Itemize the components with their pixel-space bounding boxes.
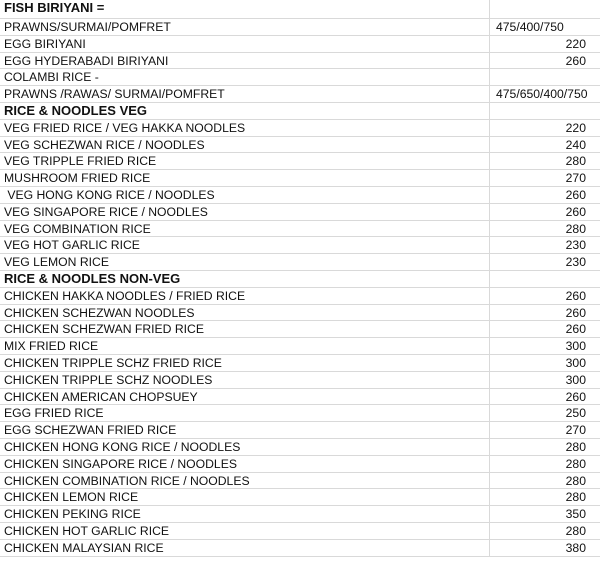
item-price: 240 (565, 137, 586, 152)
menu-item-row (0, 321, 600, 338)
item-name: MIX FRIED RICE (0, 338, 490, 354)
item-name: CHICKEN TRIPPLE SCHZ FRIED RICE (0, 355, 490, 371)
item-price: 230 (565, 238, 586, 253)
section-heading: RICE & NOODLES NON-VEG (0, 271, 490, 287)
menu-item-row (0, 69, 600, 86)
menu-item-row (0, 288, 600, 305)
item-price: 300 (565, 339, 586, 354)
menu-item-row (0, 153, 600, 170)
item-name: EGG FRIED RICE (0, 405, 490, 421)
item-price (490, 271, 600, 287)
item-price: 300 (565, 372, 586, 387)
section-heading: RICE & NOODLES VEG (0, 103, 490, 119)
menu-item-row (0, 254, 600, 271)
item-name: VEG FRIED RICE / VEG HAKKA NOODLES (0, 120, 490, 136)
item-name: CHICKEN LEMON RICE (0, 489, 490, 505)
item-name: CHICKEN COMBINATION RICE / NOODLES (0, 473, 490, 489)
item-name: VEG SCHEZWAN RICE / NOODLES (0, 137, 490, 153)
section-heading: FISH BIRIYANI = (0, 0, 490, 18)
item-name: CHICKEN SINGAPORE RICE / NOODLES (0, 456, 490, 472)
menu-item-row (0, 489, 600, 506)
item-name: VEG HOT GARLIC RICE (0, 237, 490, 253)
menu-item-row (0, 305, 600, 322)
item-price: 260 (565, 53, 586, 68)
menu-item-row (0, 237, 600, 254)
menu-item-row (0, 221, 600, 238)
item-price: 280 (565, 154, 586, 169)
item-price: 260 (565, 187, 586, 202)
item-price: 260 (565, 204, 586, 219)
menu-item-row (0, 405, 600, 422)
menu-item-row (0, 137, 600, 154)
item-price: 250 (565, 406, 586, 421)
menu-item-row (0, 473, 600, 490)
item-name: CHICKEN PEKING RICE (0, 506, 490, 522)
item-name: VEG COMBINATION RICE (0, 221, 490, 237)
menu-item-row (0, 204, 600, 221)
item-name: CHICKEN MALAYSIAN RICE (0, 540, 490, 556)
menu-item-row (0, 389, 600, 406)
item-price: 260 (565, 288, 586, 303)
item-name: CHICKEN SCHEZWAN FRIED RICE (0, 321, 490, 337)
item-name: CHICKEN HOT GARLIC RICE (0, 523, 490, 539)
item-price: 280 (565, 221, 586, 236)
menu-item-row (0, 170, 600, 187)
menu-item-row (0, 338, 600, 355)
item-name: VEG SINGAPORE RICE / NOODLES (0, 204, 490, 220)
item-price (490, 103, 600, 119)
menu-item-row (0, 53, 600, 70)
item-price: 280 (565, 439, 586, 454)
menu-item-row (0, 439, 600, 456)
section-heading-row (0, 103, 600, 120)
item-price (490, 0, 600, 18)
item-name: PRAWNS /RAWAS/ SURMAI/POMFRET (0, 86, 490, 102)
item-name: PRAWNS/SURMAI/POMFRET (0, 19, 490, 35)
item-price: 380 (565, 540, 586, 555)
item-price: 260 (565, 322, 586, 337)
item-name: VEG HONG KONG RICE / NOODLES (0, 187, 490, 203)
menu-item-row (0, 456, 600, 473)
menu-item-row (0, 372, 600, 389)
item-price (490, 69, 600, 85)
item-price: 260 (565, 305, 586, 320)
item-price: 475/650/400/750 (496, 87, 588, 102)
menu-item-row (0, 19, 600, 36)
item-name: VEG LEMON RICE (0, 254, 490, 270)
item-name: CHICKEN HAKKA NOODLES / FRIED RICE (0, 288, 490, 304)
menu-item-row (0, 506, 600, 523)
menu-item-row (0, 355, 600, 372)
section-heading-row (0, 271, 600, 288)
item-name: CHICKEN HONG KONG RICE / NOODLES (0, 439, 490, 455)
item-name: CHICKEN AMERICAN CHOPSUEY (0, 389, 490, 405)
item-price: 230 (565, 255, 586, 270)
item-price: 220 (565, 36, 586, 51)
item-name: CHICKEN TRIPPLE SCHZ NOODLES (0, 372, 490, 388)
item-name: EGG SCHEZWAN FRIED RICE (0, 422, 490, 438)
item-price: 260 (565, 389, 586, 404)
menu-item-row (0, 36, 600, 53)
item-price: 220 (565, 120, 586, 135)
item-name: EGG BIRIYANI (0, 36, 490, 52)
menu-item-row (0, 540, 600, 557)
item-price: 350 (565, 507, 586, 522)
item-name: CHICKEN SCHEZWAN NOODLES (0, 305, 490, 321)
section-heading-row (0, 0, 600, 19)
menu-item-row (0, 120, 600, 137)
item-price: 270 (565, 171, 586, 186)
item-price: 475/400/750 (496, 20, 564, 34)
item-name: VEG TRIPPLE FRIED RICE (0, 153, 490, 169)
menu-item-row (0, 187, 600, 204)
menu-item-row (0, 523, 600, 540)
item-name: COLAMBI RICE - (0, 69, 490, 85)
item-name: EGG HYDERABADI BIRIYANI (0, 53, 490, 69)
item-name: MUSHROOM FRIED RICE (0, 170, 490, 186)
item-price: 280 (565, 490, 586, 505)
item-price: 280 (565, 473, 586, 488)
item-price: 280 (565, 456, 586, 471)
item-price: 280 (565, 523, 586, 538)
menu-item-row (0, 422, 600, 439)
menu-item-row (0, 86, 600, 103)
item-price: 300 (565, 355, 586, 370)
item-price: 270 (565, 423, 586, 438)
